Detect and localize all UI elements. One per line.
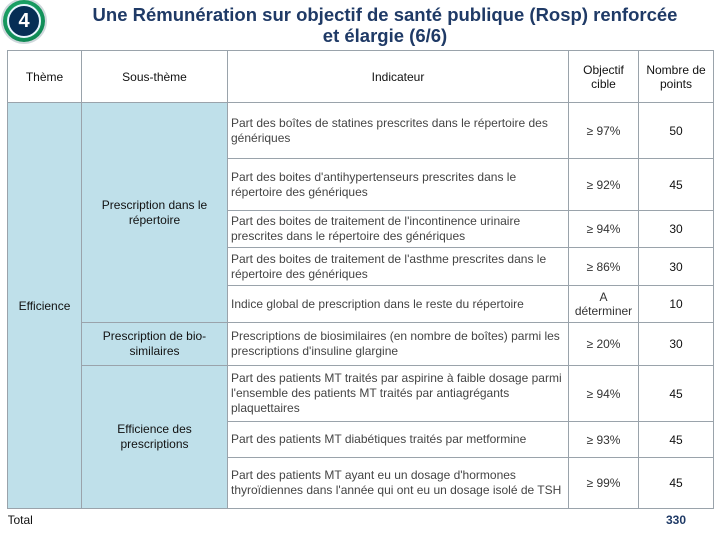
subtheme-biosimilaires: Prescription de bio-similaires [82, 323, 228, 366]
section-number-badge [3, 0, 45, 42]
page-title [60, 4, 710, 46]
indicator-cell: Part des boites de traitement de l'asthme prescrites dans le répertoire des génériques [228, 248, 569, 286]
total-label: Total [7, 512, 33, 527]
target-cell: ≥ 92% [569, 159, 639, 211]
section-number: 4 [7, 4, 41, 38]
points-cell: 50 [639, 103, 714, 159]
header-indicator: Indicateur [228, 51, 569, 103]
points-cell: 30 [639, 323, 714, 366]
total-row [8, 509, 714, 531]
points-cell: 30 [639, 248, 714, 286]
indicator-cell: Part des patients MT diabétiques traités par metformine [228, 422, 569, 458]
indicator-cell: Part des patients MT traités par aspirine à faible dosage parmi l'ensemble des patients MT traités par antiagrégants plaquettaires [228, 366, 569, 422]
page-title-line1: Une Rémunération sur objectif de santé publique (Rosp) renforcée [92, 4, 678, 25]
header-subtheme: Sous-thème [82, 51, 228, 103]
points-cell: 45 [639, 366, 714, 422]
total-blank [569, 509, 639, 531]
header-theme: Thème [8, 51, 82, 103]
theme-cell: Efficience [8, 103, 82, 509]
points-cell: 10 [639, 286, 714, 323]
header-points: Nombre de points [639, 51, 714, 103]
target-cell: ≥ 97% [569, 103, 639, 159]
indicator-cell: Prescriptions de biosimilaires (en nombre de boîtes) parmi les prescriptions d'insuline glargine [228, 323, 569, 366]
target-cell: ≥ 94% [569, 211, 639, 248]
table-header-row [8, 51, 714, 103]
indicator-cell: Indice global de prescription dans le reste du répertoire [228, 286, 569, 323]
total-blank [82, 509, 228, 531]
target-cell: ≥ 93% [569, 422, 639, 458]
indicator-cell: Part des boites de traitement de l'incontinence urinaire prescrites dans le répertoire des génériques [228, 211, 569, 248]
target-cell: ≥ 94% [569, 366, 639, 422]
points-cell: 45 [639, 159, 714, 211]
total-points: 330 [665, 512, 687, 527]
target-cell: ≥ 20% [569, 323, 639, 366]
target-cell: ≥ 86% [569, 248, 639, 286]
page-title-line2: et élargie (6/6) [322, 25, 448, 46]
target-cell: A déterminer [569, 286, 639, 323]
points-cell: 30 [639, 211, 714, 248]
points-cell: 45 [639, 458, 714, 509]
indicator-cell: Part des patients MT ayant eu un dosage d'hormones thyroïdiennes dans l'année qui ont eu un dosage isolé de TSH [228, 458, 569, 509]
subtheme-efficience: Efficience des prescriptions [82, 366, 228, 509]
rosp-indicators-table [7, 50, 714, 531]
table-row [8, 103, 714, 159]
points-cell: 45 [639, 422, 714, 458]
indicator-cell: Part des boites d'antihypertenseurs prescrites dans le répertoire des génériques [228, 159, 569, 211]
subtheme-repertoire: Prescription dans le répertoire [82, 103, 228, 323]
table-row [8, 366, 714, 422]
indicator-cell: Part des boîtes de statines prescrites dans le répertoire des génériques [228, 103, 569, 159]
target-cell: ≥ 99% [569, 458, 639, 509]
header-target: Objectif cible [569, 51, 639, 103]
total-blank [228, 509, 569, 531]
table-row [8, 323, 714, 366]
